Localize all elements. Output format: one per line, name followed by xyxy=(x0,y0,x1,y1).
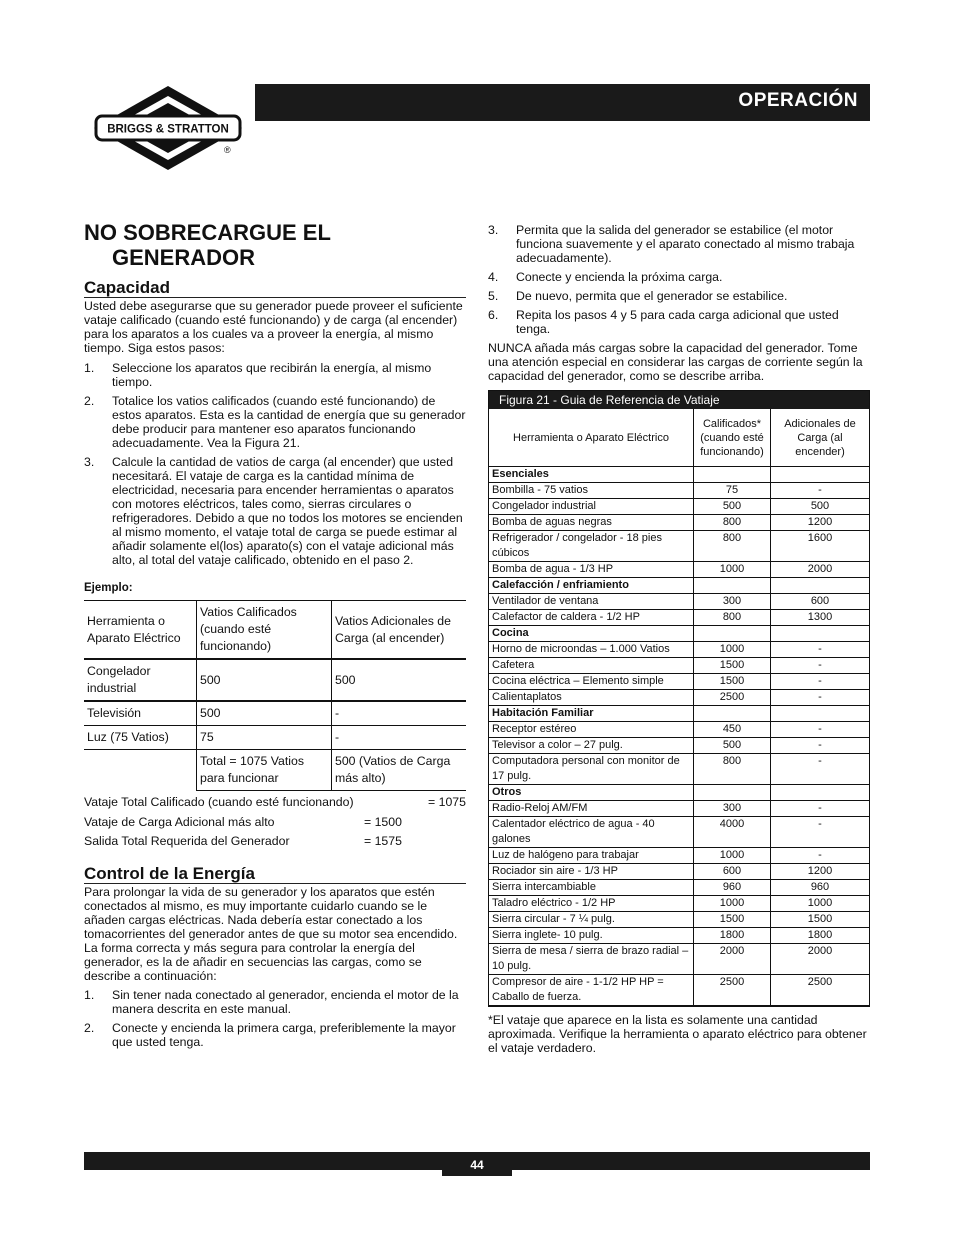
example-label: Ejemplo: xyxy=(84,582,133,594)
capacidad-heading: Capacidad xyxy=(84,281,466,298)
control-intro: Para prolongar la vida de su generador y los aparatos que estén conectados al mismo, es muy importante cuidarlo cuando se le añaden cargas eléctricas. Nada debería estar conectado a los tomacorrientes del generador antes de que su motor sea encendido. La forma correcta y más segura para controlar la energía del generador, es la de añadir en secuencias las cargas, como se describe a continuación: xyxy=(84,884,458,983)
table-category-row: Calefacción / enfriamiento xyxy=(489,578,869,594)
table-row: Calefactor de caldera - 1/2 HP 800 1300 xyxy=(489,610,869,626)
list-item: 6. Repita los pasos 4 y 5 para cada carga adicional que usted tenga. xyxy=(488,308,839,336)
table-row: Ventilador de ventana 300 600 xyxy=(489,594,869,610)
totals-summary xyxy=(84,795,466,854)
capacidad-intro: Usted debe asegurarse que su generador puede proveer el suficiente vataje calificado (cuando esté funcionando) y de carga (al encender) para los aparatos a los cuales va a proveer la energía, al mismo tiempo. Siga estos pasos: xyxy=(84,299,463,355)
example-table xyxy=(84,600,466,791)
list-item: 5. De nuevo, permita que el generador se estabilice. xyxy=(488,289,788,303)
table-row: Calentador eléctrico de agua - 40 galones 4000 - xyxy=(489,817,869,848)
section-title: OPERACIÓN xyxy=(738,90,858,111)
page-title xyxy=(84,220,466,270)
footer-bar-right xyxy=(512,1152,870,1170)
figure-footnote: *El vataje que aparece en la lista es solamente una cantidad aproximada. Verifique la herramienta o aparato eléctrico para obtener el vataje verdadero. xyxy=(488,1013,867,1055)
table-row: Bombilla - 75 vatios 75 - xyxy=(489,483,869,499)
table-row: Televisor a color – 27 pulg. 500 - xyxy=(489,738,869,754)
table-row: Computadora personal con monitor de 17 pulg. 800 - xyxy=(489,754,869,785)
table-row: Bomba de agua - 1/3 HP 1000 2000 xyxy=(489,562,869,578)
table-row: Calientaplatos 2500 - xyxy=(489,690,869,706)
figure-21-wattage-table xyxy=(488,390,870,1007)
page-number: 44 xyxy=(442,1152,512,1176)
logo-text: BRIGGS & STRATTON xyxy=(107,123,229,136)
right-column xyxy=(488,223,870,1055)
footer-bar-left xyxy=(84,1152,442,1170)
briggs-stratton-logo xyxy=(92,84,244,172)
table-row: Luz de halógeno para trabajar 1000 - xyxy=(489,848,869,864)
table-row: Luz (75 Vatios) 75 - xyxy=(84,726,466,750)
list-item: 1. Sin tener nada conectado al generador, encienda el motor de la manera descrita en este manual. xyxy=(84,987,459,1016)
table-row: Bomba de aguas negras 800 1200 xyxy=(489,515,869,531)
table-row: Taladro eléctrico - 1/2 HP 1000 1000 xyxy=(489,896,869,912)
list-item: 2. Totalice los vatios calificados (cuando esté funcionando) de estos aparatos. Esta es la cantidad de energía que su generador debe producir para mantener eso aparatos funcionando adecuadamente. Vea la Figura 21. xyxy=(84,394,466,450)
table-row: Rociador sin aire - 1/3 HP 600 1200 xyxy=(489,864,869,880)
table-category-row: Cocina xyxy=(489,626,869,642)
table-row: Sierra de mesa / sierra de brazo radial – 10 pulg. 2000 2000 xyxy=(489,944,869,975)
list-item: 4. Conecte y encienda la próxima carga. xyxy=(488,270,723,284)
table-row: Congelador industrial 500 500 xyxy=(84,659,466,701)
page-title-line1: NO SOBRECARGUE EL xyxy=(84,220,331,245)
table-category-row: Habitación Familiar xyxy=(489,706,869,722)
list-item: 3. Permita que la salida del generador se estabilice (el motor funciona suavemente y el aparato conectado al mismo trabaja adecuadamente). xyxy=(488,223,855,265)
total-rated-row: Vataje Total Calificado (cuando esté funcionando) = 1075 xyxy=(84,795,466,809)
capacidad-steps xyxy=(84,361,466,567)
table-row: Televisión 500 - xyxy=(84,701,466,726)
table-category-row: Esenciales xyxy=(489,467,869,483)
table-row: Compresor de aire - 1-1/2 HP HP = Caballo de fuerza. 2500 2500 xyxy=(489,975,869,1006)
list-item: 1. Seleccione los aparatos que recibirán la energía, al mismo tiempo. xyxy=(84,361,432,389)
table-header-row: Herramienta o Aparato Eléctrico Vatios Calificados (cuando esté funcionando) Vatios Adicionales de Carga (al encender) xyxy=(84,601,466,660)
table-row: Sierra inglete- 10 pulg. 1800 1800 xyxy=(489,928,869,944)
table-row: Congelador industrial 500 500 xyxy=(489,499,869,515)
table-row: Radio-Reloj AM/FM 300 - xyxy=(489,801,869,817)
table-row: Horno de microondas – 1.000 Vatios 1000 - xyxy=(489,642,869,658)
table-header-row: Herramienta o Aparato Eléctrico Calificados* (cuando esté funcionando) Adicionales de Carga (al encender) xyxy=(489,409,869,467)
control-heading: Control de la Energía xyxy=(84,867,466,884)
table-row: Total = 1075 Vatios para funcionar 500 (Vatios de Carga más alto) xyxy=(84,750,466,791)
control-steps-left xyxy=(84,988,466,1049)
table-row: Receptor estéreo 450 - xyxy=(489,722,869,738)
total-surge-row: Vataje de Carga Adicional más alto = 1500 xyxy=(84,814,402,829)
page-title-line2: GENERADOR xyxy=(112,245,256,270)
table-row: Sierra circular - 7 ¼ pulg. 1500 1500 xyxy=(489,912,869,928)
control-steps-right xyxy=(488,223,870,336)
figure-caption: Figura 21 - Guia de Referencia de Vatiaje xyxy=(489,391,869,409)
list-item: 2. Conecte y encienda la primera carga, preferiblemente la mayor que usted tenga. xyxy=(84,1020,456,1049)
wattage-reference-table xyxy=(489,409,869,1006)
table-row: Cafetera 1500 - xyxy=(489,658,869,674)
left-column xyxy=(84,220,466,1049)
total-output-row: Salida Total Requerida del Generador = 1575 xyxy=(84,834,402,848)
table-category-row: Otros xyxy=(489,785,869,801)
list-item: 3. Calcule la cantidad de vatios de carga (al encender) que usted necesitará. El vataje de carga es la cantidad mínima de electricidad, necesaria para encender herramientas o aparatos con motores eléctricos, tales como, sierras circulares o refrigeradores. Debido a que no todos los motores se encienden al mismo momento, el vataje total de carga se puede estimar al añadir solamente el(los) aparato(s) con el vataje adicional más alto, al total del vataje calificado, obtenido en el paso 2. xyxy=(84,455,463,567)
overload-warning: NUNCA añada más cargas sobre la capacidad del generador. Tome una atención especial en considerar las cargas de corriente según la capacidad del generador, como se describe arriba. xyxy=(488,341,863,383)
registered-mark: ® xyxy=(224,145,231,155)
header-bar xyxy=(255,84,870,121)
table-row: Refrigerador / congelador - 18 pies cúbicos 800 1600 xyxy=(489,531,869,562)
table-row: Cocina eléctrica – Elemento simple 1500 - xyxy=(489,674,869,690)
table-row: Sierra intercambiable 960 960 xyxy=(489,880,869,896)
